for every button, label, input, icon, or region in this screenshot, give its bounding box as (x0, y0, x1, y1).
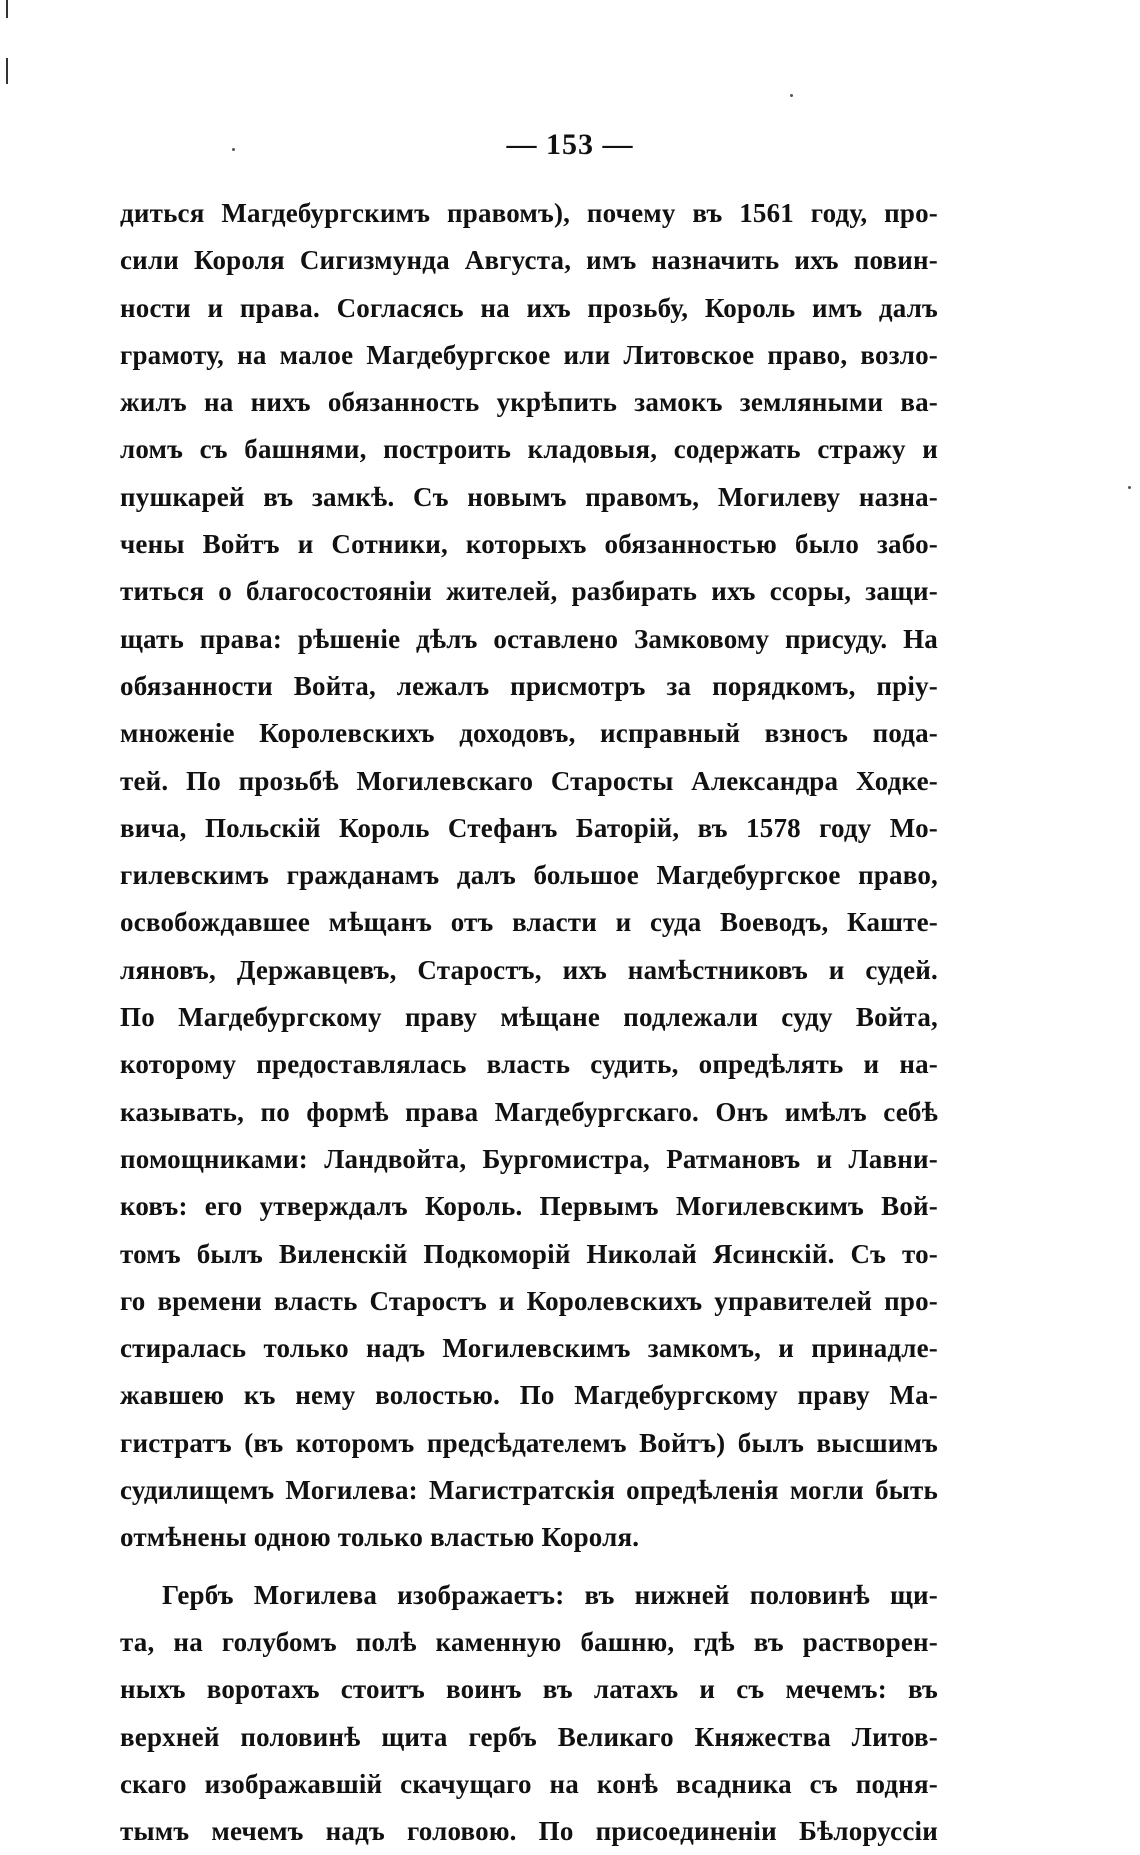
body-text (120, 190, 938, 1855)
text-line: тей. По прозьбѣ Могилевскаго Старосты Александра Ходке- (120, 765, 938, 796)
text-line: скаго изображавшій скачущаго на конѣ всадника съ подня- (120, 1768, 938, 1799)
text-line: которому предоставлялась власть судить, опредѣлять и на- (120, 1049, 938, 1080)
page-number: — 153 — (506, 128, 634, 161)
scan-edge-mark (6, 58, 8, 84)
text-line: По Магдебургскому праву мѣщане подлежали суду Войта, (120, 1002, 938, 1033)
text-line: томъ былъ Виленскій Подкоморій Николай Ясинскій. Съ то- (120, 1238, 938, 1269)
text-line: стиралась только надъ Могилевскимъ замкомъ, и принадле- (120, 1333, 938, 1364)
paragraph-gap (120, 1562, 938, 1572)
text-line: щать права: рѣшеніе дѣлъ оставлено Замковому присуду. На (120, 623, 938, 654)
text-line: множеніе Королевскихъ доходовъ, исправный взносъ пода- (120, 718, 938, 749)
text-line: тымъ мечемъ надъ головою. По присоединеніи Бѣлоруссіи (120, 1816, 938, 1847)
paragraph (120, 1572, 938, 1855)
scan-speck (790, 94, 793, 97)
scan-edge-mark (6, 0, 8, 18)
text-line: ныхъ воротахъ стоитъ воинъ въ латахъ и съ мечемъ: въ (120, 1674, 938, 1705)
text-line: освобождавшее мѣщанъ отъ власти и суда Воеводъ, Каште- (120, 907, 938, 938)
text-line: отмѣнены одною только властью Короля. (120, 1522, 640, 1553)
text-line: помощниками: Ландвойта, Бургомистра, Ратмановъ и Лавни- (120, 1143, 938, 1174)
text-line: жилъ на нихъ обязанность укрѣпить замокъ земляными ва- (120, 387, 938, 418)
text-line: гилевскимъ гражданамъ далъ большое Магдебургское право, (120, 860, 938, 891)
text-line: диться Магдебургскимъ правомъ), почему въ 1561 году, про- (120, 198, 938, 228)
text-line: гистратъ (въ которомъ предсѣдателемъ Войтъ) былъ высшимъ (120, 1427, 938, 1458)
text-line: Гербъ Могилева изображаетъ: въ нижней половинѣ щи- (162, 1579, 938, 1610)
text-line: пушкарей въ замкѣ. Съ новымъ правомъ, Могилеву назна- (120, 481, 938, 512)
text-line: верхней половинѣ щита гербъ Великаго Княжества Литов- (120, 1721, 938, 1752)
text-line: жавшею къ нему волостью. По Магдебургскому праву Ма- (120, 1380, 938, 1411)
text-line: го времени власть Старостъ и Королевскихъ управителей про- (120, 1285, 938, 1316)
text-line: вича, Польскій Король Стефанъ Баторій, въ 1578 году Мо- (120, 812, 938, 843)
text-line: ляновъ, Державцевъ, Старостъ, ихъ намѣстниковъ и судей. (120, 954, 938, 985)
paragraph (120, 190, 938, 1562)
text-line: сили Короля Сигизмунда Августа, имъ назначить ихъ повин- (120, 245, 938, 276)
text-line: та, на голубомъ полѣ каменную башню, гдѣ въ растворен- (120, 1626, 938, 1657)
text-line: обязанности Войта, лежалъ присмотръ за порядкомъ, пріу- (120, 670, 938, 701)
text-line: ности и права. Согласясь на ихъ прозьбу, Король имъ далъ (120, 292, 938, 323)
text-line: титься о благосостояніи жителей, разбирать ихъ ссоры, защи- (120, 576, 938, 607)
text-line: ковъ: его утверждалъ Король. Первымъ Могилевскимъ Вой- (120, 1191, 938, 1222)
text-line: грамоту, на малое Магдебургское или Литовское право, возло- (120, 339, 938, 370)
text-line: судилищемъ Могилева: Магистратскія опредѣленія могли быть (120, 1475, 938, 1506)
scan-speck (1128, 486, 1131, 489)
text-line: ломъ съ башнями, построить кладовыя, содержать стражу и (120, 434, 938, 465)
text-line: казывать, по формѣ права Магдебургскаго. Онъ имѣлъ себѣ (120, 1096, 938, 1127)
text-line: чены Войтъ и Сотники, которыхъ обязанностью было забо- (120, 529, 938, 560)
